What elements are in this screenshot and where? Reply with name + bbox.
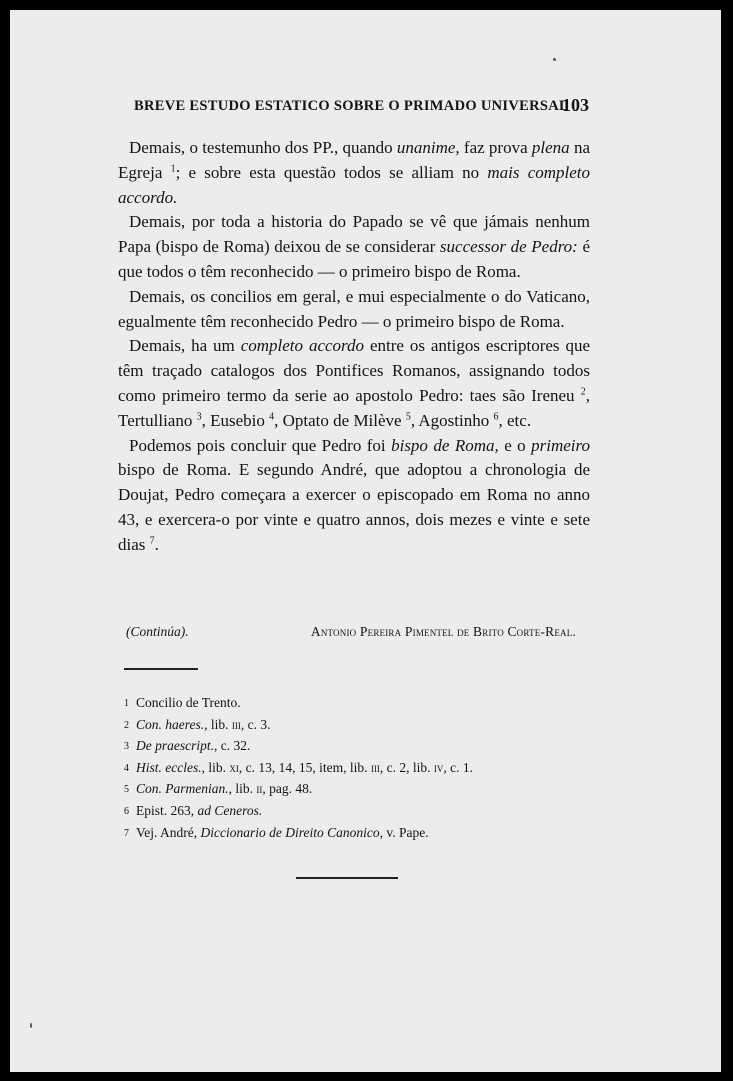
scanned-page — [10, 10, 721, 1072]
text-run: De praescript. — [136, 738, 214, 754]
footnotes — [124, 692, 564, 843]
text-run: , lib. — [201, 759, 230, 775]
text-run: , c. 3. — [240, 716, 271, 732]
paragraph — [118, 136, 590, 210]
text-run: Diccionario de Direito Canonico — [200, 824, 380, 840]
paper-speck — [553, 58, 556, 61]
footnote-ref: 6 — [493, 411, 499, 423]
text-run: ad Ceneros. — [197, 802, 263, 818]
text-run: Podemos pois concluir que Pedro foi — [129, 435, 392, 455]
text-run: na Egreja — [118, 138, 590, 182]
text-run: Demais, os concilios em geral, e mui especialmente o do Vaticano, egualmente têm reconhecido Pedro — o primeiro bispo de Roma. — [118, 286, 590, 331]
text-run: faz prova — [459, 138, 532, 157]
text-run: plena — [531, 138, 570, 157]
footnote — [124, 778, 564, 800]
running-head — [134, 95, 589, 115]
text-run: Demais, ha um — [129, 336, 241, 356]
footnote — [124, 822, 564, 844]
footnote — [124, 800, 564, 822]
footnote-number: 2 — [124, 719, 129, 731]
author-name: Antonio Pereira Pimentel de Brito Corte-Real. — [310, 624, 576, 639]
paper-speck — [30, 1023, 32, 1028]
paragraph — [118, 285, 590, 335]
footnote-rule — [124, 668, 198, 670]
paragraph — [118, 434, 590, 558]
text-run: Demais, por toda a historia do Papado se vê que jámais nenhum Papa (bispo de Roma) deixou de se considerar — [118, 212, 590, 257]
footnote — [124, 735, 564, 757]
text-run: , lib. — [228, 781, 257, 797]
text-run: , Optato de Milève — [274, 410, 406, 430]
end-rule — [296, 877, 398, 879]
footnote-number: 6 — [124, 805, 129, 817]
footnote-ref: 2 — [580, 386, 586, 398]
text-run: ; e sobre esta questão todos se alliam no — [175, 162, 488, 182]
text-run: iii — [231, 716, 241, 732]
text-run: , c. 2, lib. — [379, 759, 434, 775]
text-run: bispo de Roma. E segundo André, que adoptou a chronologia de Doujat, Pedro começara a exercer o episcopado em Roma no anno 43, e exercera-o por vinte e quatro annos, dois mezes e vinte e sete dias — [118, 460, 590, 554]
footnote-number: 7 — [124, 827, 129, 839]
text-run: Demais, o testemunho dos PP., quando — [129, 138, 397, 157]
footnote — [124, 757, 564, 779]
footnote-number: 3 — [124, 741, 129, 753]
footnote-ref: 3 — [196, 411, 202, 423]
text-run: . — [154, 534, 159, 554]
text-run: unanime, — [396, 138, 460, 157]
text-run: successor de Pedro: — [439, 237, 578, 257]
text-run: , pag. 48. — [262, 781, 313, 797]
footnote — [124, 714, 564, 736]
text-run: entre os antigos escriptores que têm traçado catalogos dos Pontifices Romanos, assignando todos como primeiro termo da serie ao apostolo Pedro: taes são Ireneu — [118, 336, 591, 405]
text-run: Concilio de Trento. — [136, 695, 241, 710]
text-run: é que todos o têm reconhecido — o primeiro bispo de Roma. — [118, 237, 590, 281]
continua-label: (Continúa). — [126, 624, 189, 639]
text-run: mais completo accordo. — [118, 162, 591, 207]
text-run: completo accordo — [240, 336, 365, 356]
text-run: , c. 32. — [214, 738, 251, 754]
text-run: Con. Parmenian. — [136, 781, 229, 797]
text-run: iii — [370, 759, 380, 775]
text-run: , Tertulliano — [118, 385, 590, 430]
text-run: iv — [433, 759, 444, 775]
paragraph — [118, 334, 590, 433]
text-run: , lib. — [204, 716, 232, 732]
text-run: , v. Pape. — [379, 824, 429, 840]
text-run: primeiro — [531, 435, 590, 455]
text-run: ii — [256, 781, 263, 797]
footnote-number: 1 — [124, 698, 129, 709]
text-run: Hist. eccles. — [136, 759, 202, 775]
text-run: Con. haeres. — [136, 716, 205, 732]
text-run: Vej. André, — [136, 824, 201, 840]
running-head-title: BREVE ESTUDO ESTATICO SOBRE O PRIMADO UNIVERSAL — [134, 98, 569, 114]
footnote-ref: 5 — [405, 411, 411, 423]
text-run: bispo de Roma, — [391, 435, 499, 455]
text-run: , c. 1. — [443, 759, 473, 775]
paragraph — [118, 210, 590, 284]
text-run: , Eusebio — [201, 410, 270, 430]
footnote — [124, 692, 564, 714]
text-run: xi — [229, 759, 239, 775]
footnote-number: 5 — [124, 784, 129, 796]
footnote-ref: 4 — [269, 411, 275, 423]
footnote-ref: 7 — [149, 535, 155, 547]
footnote-ref: 1 — [170, 163, 176, 175]
text-run: , etc. — [498, 410, 532, 430]
signature-line — [126, 624, 576, 640]
page-number: 103 — [562, 95, 589, 115]
text-run: , c. 13, 14, 15, item, lib. — [238, 759, 371, 775]
body-text — [118, 136, 590, 558]
text-run: , Agostinho — [410, 410, 494, 430]
text-run: Epist. 263, — [136, 802, 198, 818]
footnote-number: 4 — [124, 762, 129, 774]
text-run: e o — [498, 435, 532, 455]
